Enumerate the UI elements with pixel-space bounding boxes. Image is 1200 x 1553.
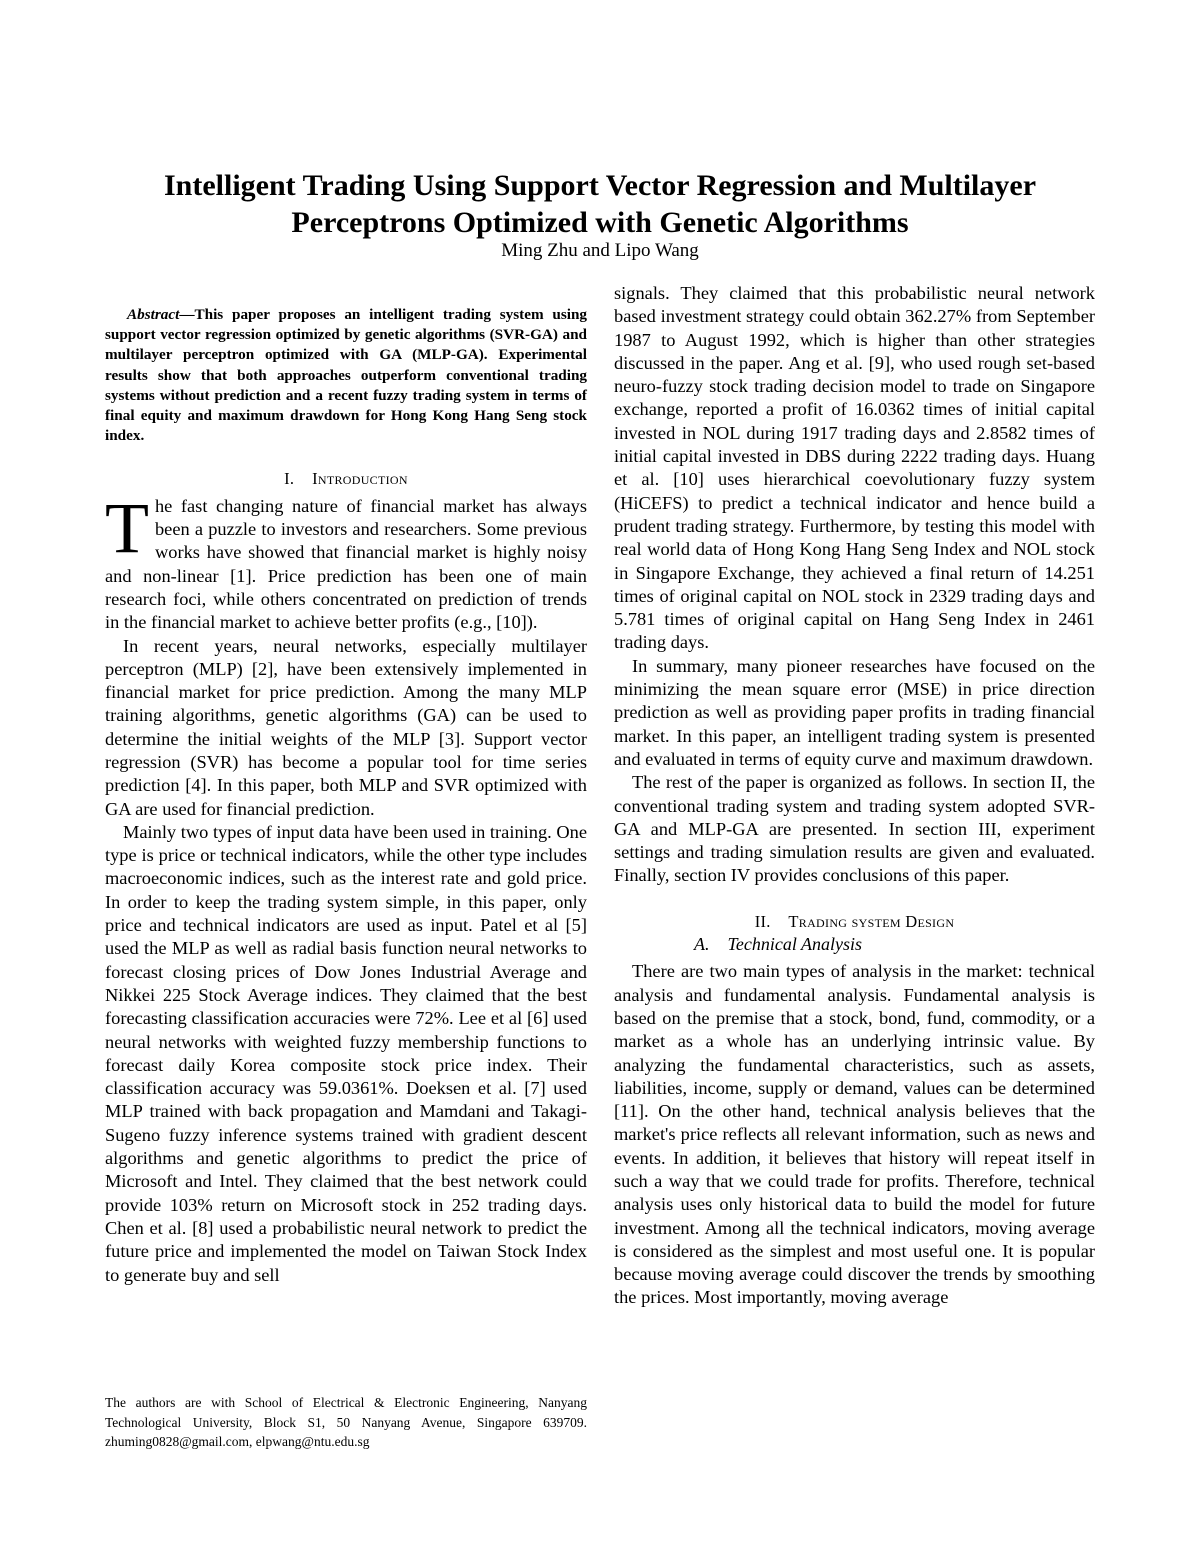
drop-cap: T xyxy=(105,487,149,568)
intro-paragraph-3: Mainly two types of input data have been used in training. One type is price or technical indicators, while the other type includes macroeconomic indices, such as the interest rate and gold price. In order to keep the trading system simple, in this paper, only price and technical indicators are used as input. Patel et al [5] used the MLP as well as radial basis function neural networks to forecast closing prices of Dow Jones Industrial Average and Nikkei 225 Stock Average indices. They claimed that the best forecasting classification accuracies were 72%. Lee et al [6] used neural networks with weighted fuzzy membership functions to forecast daily Korea composite stock price index. Their classification accuracy was 59.0361%. Doeksen et al. [7] used MLP trained with back propagation and Mamdani and Takagi-Sugeno fuzzy inference systems trained with gradient descent algorithms and genetic algorithms to predict the price of Microsoft and Intel. They claimed that the best network could provide 103% return on Microsoft stock in 252 trading days. Chen et al. [8] used a probabilistic neural network to predict the future price and implemented the model on Taiwan Stock Index to generate buy and sell xyxy=(105,821,587,1285)
section-1-number: I. xyxy=(284,469,295,489)
abstract-text: —This paper proposes an intelligent trading system using support vector regression optimized by genetic algorithms (SVR-GA) and multilayer perceptron optimized with GA (MLP-GA). Experimental results show that both approaches outperform conventional trading systems without prediction and a recent fuzzy trading system in terms of final equity and maximum drawdown for Hong Kong Hang Seng stock index. xyxy=(105,306,587,445)
abstract-label: Abstract xyxy=(127,306,180,323)
section-2-title: Trading system Design xyxy=(788,911,955,931)
technical-analysis-paragraph: There are two main types of analysis in the market: technical analysis and fundamental analysis. Fundamental analysis is based on the premise that a stock, bond, fund, commodity, or a market as a whole has an underlying intrinsic value. By analyzing the fundamental characteristics, such as assets, liabilities, income, supply or demand, values can be determined [11]. On the other hand, technical analysis believes that the market's price reflects all relevant information, such as news and events. In addition, it believes that history will repeat itself in such a way that we could trade for profits. Therefore, technical analysis uses only historical data to build the model for future investment. Among all the technical indicators, moving average is considered as the simplest and most useful one. It is popular because moving average could discover the trends by smoothing the prices. Most importantly, moving average xyxy=(614,961,1095,1308)
section-2-heading xyxy=(614,910,1095,933)
left-column xyxy=(105,305,587,1287)
subsection-a-title: Technical Analysis xyxy=(727,934,862,955)
intro-paragraph-3-continued: signals. They claimed that this probabilistic neural network based investment strategy could obtain 362.27% from September 1987 to August 1992, which is higher than other strategies discussed in the paper. Ang et al. [9], who used rough set-based neuro-fuzzy stock trading decision model to trade on Singapore exchange, reported a profit of 16.0362 times of initial capital invested in NOL during 1917 trading days and 2.8582 times of initial capital invested in DBS during 2222 trading days. Huang et al. [10] uses hierarchical coevolutionary fuzzy system (HiCEFS) to predict a technical indicator and hence build a prudent trading strategy. Furthermore, by testing this model with real world data of Hong Kong Hang Seng Index and NOL stock in Singapore Exchange, they achieved a final return of 14.251 times of original capital on NOL stock in 2329 trading days and 5.781 times of original capital on Hang Seng Index in 2461 trading days. xyxy=(614,283,1095,653)
title-line-1: Intelligent Trading Using Support Vector Regression and Multilayer xyxy=(163,169,1037,202)
paper-authors: Ming Zhu and Lipo Wang xyxy=(501,240,699,261)
intro-paragraph-1 xyxy=(105,487,587,635)
author-footnote: The authors are with School of Electrical & Electronic Engineering, Nanyang Technological University, Block S1, 50 Nanyang Avenue, Singapore 639709. zhuming0828@gmail.com, elpwang@ntu.edu.sg xyxy=(105,1395,587,1449)
subsection-a-label: A. xyxy=(694,934,710,955)
section-2-number: II. xyxy=(754,911,771,931)
section-1-title: Introduction xyxy=(312,469,408,489)
section-1-heading xyxy=(105,467,587,490)
subsection-a-heading xyxy=(614,933,1095,956)
paper-title xyxy=(0,167,1200,241)
right-column xyxy=(614,282,1095,1310)
title-line-2: Perceptrons Optimized with Genetic Algorithms xyxy=(291,206,909,239)
intro-paragraph-2: In recent years, neural networks, especially multilayer perceptron (MLP) [2], have been extensively implemented in financial market for price prediction. Among the many MLP training algorithms, genetic algorithms (GA) can be used to determine the initial weights of the MLP [3]. Support vector regression (SVR) has become a popular tool for time series prediction [4]. In this paper, both MLP and SVR optimized with GA are used for financial prediction. xyxy=(105,635,587,819)
abstract xyxy=(105,305,587,446)
intro-paragraph-1-text: he fast changing nature of financial market has always been a puzzle to investors and researchers. Some previous works have showed that financial market is highly noisy and non-linear [1]. Price prediction has been one of main research foci, while others concentrated on prediction of trends in the financial market to achieve better profits (e.g., [10]). xyxy=(105,495,587,633)
intro-paragraph-4: In summary, many pioneer researches have focused on the minimizing the mean square error (MSE) in price direction prediction as well as providing paper profits in trading financial market. In this paper, an intelligent trading system is presented and evaluated in terms of equity curve and maximum drawdown. xyxy=(614,655,1095,769)
intro-paragraph-5: The rest of the paper is organized as follows. In section II, the conventional trading system and trading system adopted SVR-GA and MLP-GA are presented. In section III, experiment settings and trading simulation results are given and evaluated. Finally, section IV provides conclusions of this paper. xyxy=(614,772,1095,886)
